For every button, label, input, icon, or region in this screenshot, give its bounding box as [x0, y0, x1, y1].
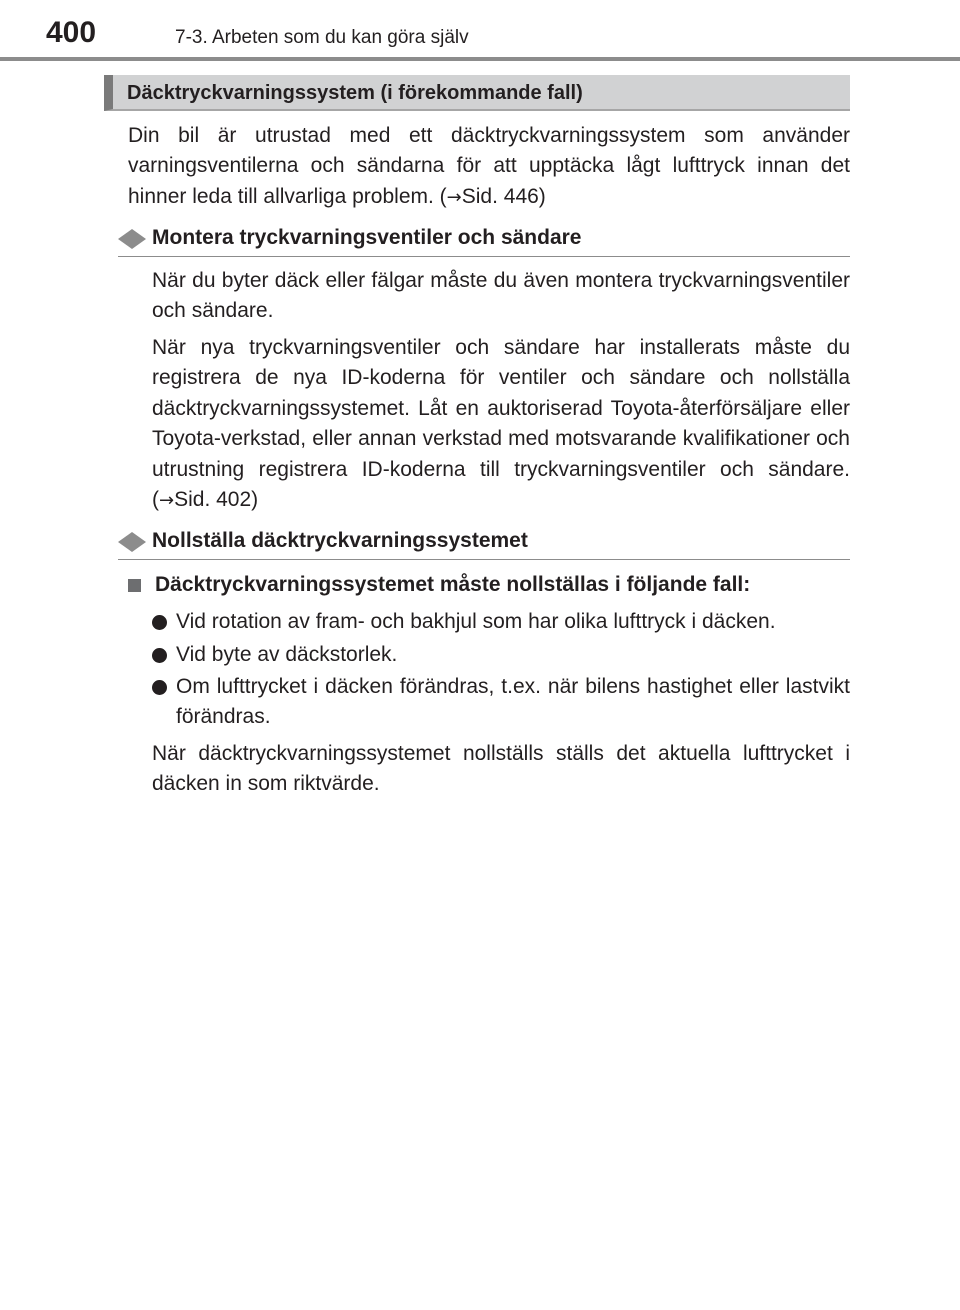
subsection-heading-1-label: Montera tryckvarningsventiler och sändare [152, 226, 582, 249]
diamond-icon [118, 229, 146, 249]
section-title-box [104, 75, 850, 111]
page-number: 400 [46, 16, 97, 49]
intro-paragraph [128, 121, 850, 213]
list-item-text: Vid byte av däckstorlek. [176, 643, 398, 666]
paragraph-register [152, 333, 850, 516]
square-heading-label: Däcktryckvarningssystemet måste nollställas i följande fall: [155, 573, 751, 596]
list-item-text: Om lufttrycket i däcken förändras, t.ex. när bilens hastighet eller lastvikt förändras. [176, 675, 850, 729]
header-rule [0, 57, 960, 61]
arrow-icon: → [159, 490, 175, 512]
chapter-title: 7-3. Arbeten som du kan göra själv [175, 27, 469, 48]
section-title: Däcktryckvarningssystem (i förekommande fall) [127, 82, 583, 104]
diamond-icon [118, 532, 146, 552]
list-item-text: Vid rotation av fram- och bakhjul som har olika lufttryck i däcken. [176, 610, 776, 633]
subsection-heading-1 [118, 222, 850, 257]
closing-paragraph: När däcktryckvarningssystemet nollställs ställs det aktuella lufttrycket i däcken in som riktvärde. [152, 742, 850, 796]
subsection-heading-2 [118, 525, 850, 560]
subsection-heading-2-label: Nollställa däcktryckvarningssystemet [152, 529, 528, 552]
intro-text: Din bil är utrustad med ett däcktryckvarningssystem som använder varningsventilerna och sändarna för att upptäcka lågt lufttryck innan det hinner leda till allvarliga problem. ( [128, 124, 850, 208]
paragraph-install: När du byter däck eller fälgar måste du även montera tryckvarningsventiler och sändare. [152, 269, 850, 323]
arrow-icon: → [446, 186, 462, 208]
page-reference-link[interactable]: Sid. 402) [174, 488, 259, 512]
bullet-dot-icon [152, 680, 167, 695]
bullet-dot-icon [152, 615, 167, 630]
register-text: När nya tryckvarningsventiler och sändare har installerats måste du registrera de nya ID-koderna för ventiler och sändare och nollställa däcktryckvarningssystemet. Låt en auktoriserad Toyota-återförsäljare eller Toyota-verkstad, eller annan verkstad med motsvarande kvalifikationer och utrustning registrera ID-koderna till tryckvarningsventiler och sändare. ( [152, 336, 850, 512]
bullet-dot-icon [152, 648, 167, 663]
page-reference-link[interactable]: Sid. 446) [461, 184, 546, 208]
square-bullet-icon [128, 579, 141, 592]
